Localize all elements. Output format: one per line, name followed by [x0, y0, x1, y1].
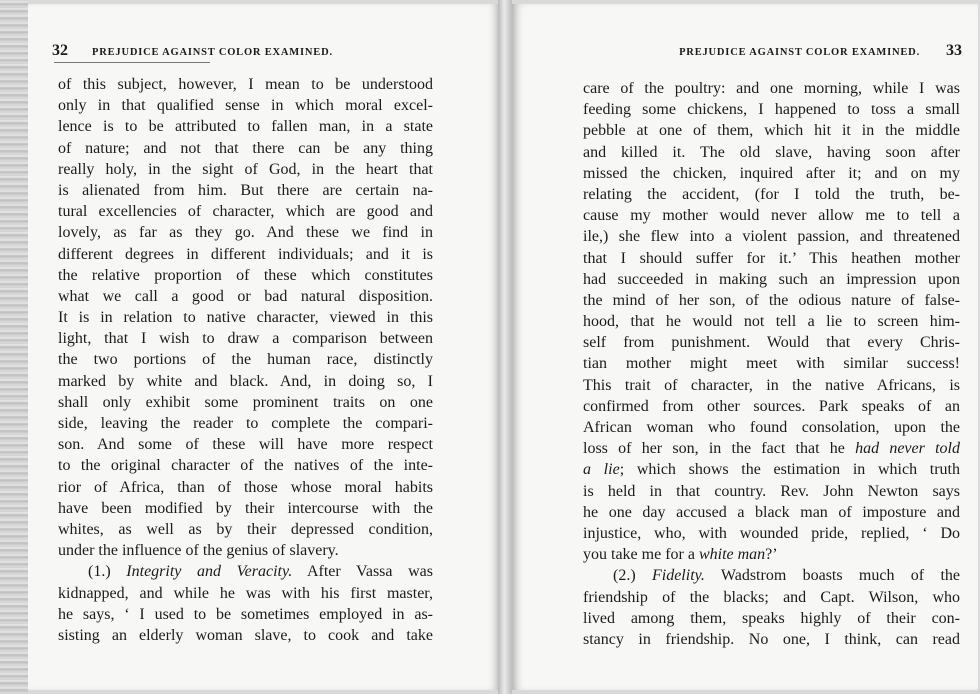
text-line: lived among them, speaks highly of their con- — [583, 609, 960, 627]
text-run: After Vassa was — [292, 563, 434, 581]
text-line: the mind of her son, of the odious nature of false- — [583, 291, 960, 309]
text-run: (2.) — [613, 567, 652, 585]
right-running-head — [582, 42, 962, 60]
text-line: to the original character of the natives of the inte- — [58, 457, 433, 475]
text-line: of this subject, however, I mean to be understood — [58, 76, 433, 93]
text-line: self from punishment. Would that every Chris- — [583, 334, 960, 352]
left-running-title: PREJUDICE AGAINST COLOR EXAMINED. — [92, 47, 333, 58]
text-line: tural excellencies of character, which are good and — [58, 203, 433, 221]
text-line: and killed it. The old slave, having soon after — [583, 143, 960, 161]
italic-run: Integrity and Veracity. — [126, 563, 293, 581]
text-line: lence is to be attributed to fallen man, in a state — [58, 118, 433, 136]
italic-run: had never told — [855, 440, 960, 458]
text-line — [583, 544, 960, 565]
text-line: is held in that country. Rev. John Newton says — [583, 482, 960, 500]
text-line: shall only exhibit some prominent traits on one — [58, 393, 433, 411]
text-line: kidnapped, and while he was with his first master, — [58, 584, 433, 602]
text-run: (1.) — [88, 563, 127, 581]
text-line: the relative proportion of these which constitutes — [58, 266, 433, 284]
text-line: marked by white and black. And, in doing so, I — [58, 372, 433, 390]
text-line: different degrees in different individuals; and it is — [58, 245, 433, 263]
text-line: relating the accident, (for I told the truth, be- — [583, 185, 960, 203]
text-line: is alienated from him. But there are certain na- — [58, 181, 433, 199]
text-run: you take me for a — [583, 546, 699, 564]
text-line: stancy in friendship. No one, I think, can read — [583, 630, 960, 648]
text-line: side, leaving the reader to complete the compari- — [58, 415, 433, 432]
text-line: cause my mother would never allow me to tell a — [583, 207, 960, 225]
text-run: ; which shows the estimation in which truth — [619, 461, 960, 479]
text-line: confirmed from other sources. Park speaks of an — [583, 397, 960, 415]
text-line: only in that qualified sense in which moral excel- — [58, 97, 433, 115]
text-line: the two portions of the human race, distinctly — [58, 351, 433, 369]
text-line: tian mother might meet with similar success! — [583, 355, 960, 373]
text-line: son. And some of these will have more respect — [58, 436, 433, 454]
text-line: light, that I wish to draw a comparison between — [58, 330, 433, 348]
text-line: lovely, as far as they go. And these we find in — [58, 224, 433, 242]
text-line: friendship of the blacks; and Capt. Wilson, who — [583, 588, 960, 606]
left-page-number: 32 — [52, 42, 68, 59]
text-line — [58, 561, 433, 582]
text-line: sisting an elderly woman slave, to cook and take — [58, 626, 433, 644]
left-header-rule — [54, 62, 210, 63]
text-line: injustice, who, with wounded pride, replied, ‘ Do — [583, 524, 960, 542]
text-line: he one day accused a black man of imposture and — [583, 503, 960, 521]
text-run: Wadstrom boasts much of the — [704, 567, 960, 585]
text-line: under the influence of the genius of slavery. — [58, 542, 339, 560]
text-line: ile,) she flew into a violent passion, and threatened — [583, 228, 960, 246]
text-line: African woman who found consolation, upon the — [583, 419, 960, 436]
text-line — [583, 459, 960, 480]
text-line: rior of Africa, than of those whose moral habits — [58, 478, 433, 496]
page-edges — [0, 0, 28, 694]
text-line: pebble at one of them, which hit it in the middle — [583, 122, 960, 140]
text-line: that I should suffer for it.’ This heathen mother — [583, 249, 960, 267]
left-running-head — [52, 42, 472, 60]
left-body-text — [58, 74, 433, 646]
right-body-text — [583, 78, 960, 650]
book-gutter — [498, 0, 512, 694]
right-page-number: 33 — [946, 42, 962, 59]
italic-run: a lie — [583, 461, 620, 479]
text-line: This trait of character, in the native Africans, is — [583, 376, 960, 394]
italic-run: Fidelity. — [651, 567, 705, 585]
italic-run: white man — [698, 546, 766, 564]
text-run: ?’ — [765, 546, 778, 564]
text-line: feeding some chickens, I happened to toss a small — [583, 101, 960, 119]
text-line: whites, as well as by their depressed condition, — [58, 520, 433, 538]
text-line: had succeeded in making such an impression upon — [583, 270, 960, 288]
text-line: what we call a good or bad natural disposition. — [58, 287, 433, 305]
text-line: of nature; and not that there can be any thing — [58, 139, 433, 157]
text-line: It is in relation to native character, viewed in this — [58, 309, 433, 327]
text-line: missed the chicken, inquired after it; and on my — [583, 164, 960, 182]
text-line: really holy, in the sight of God, in the heart that — [58, 160, 433, 178]
text-line: he says, ‘ I used to be sometimes employed in as- — [58, 605, 433, 623]
text-line — [583, 438, 960, 459]
text-line: have been modified by their intercourse with the — [58, 499, 433, 517]
text-line: hood, that he would not tell a lie to screen him- — [583, 313, 960, 331]
text-run: loss of her son, in the fact that he — [583, 440, 856, 458]
right-running-title: PREJUDICE AGAINST COLOR EXAMINED. — [679, 47, 920, 58]
text-line: care of the poultry: and one morning, while I was — [583, 80, 960, 97]
text-line — [583, 565, 960, 586]
